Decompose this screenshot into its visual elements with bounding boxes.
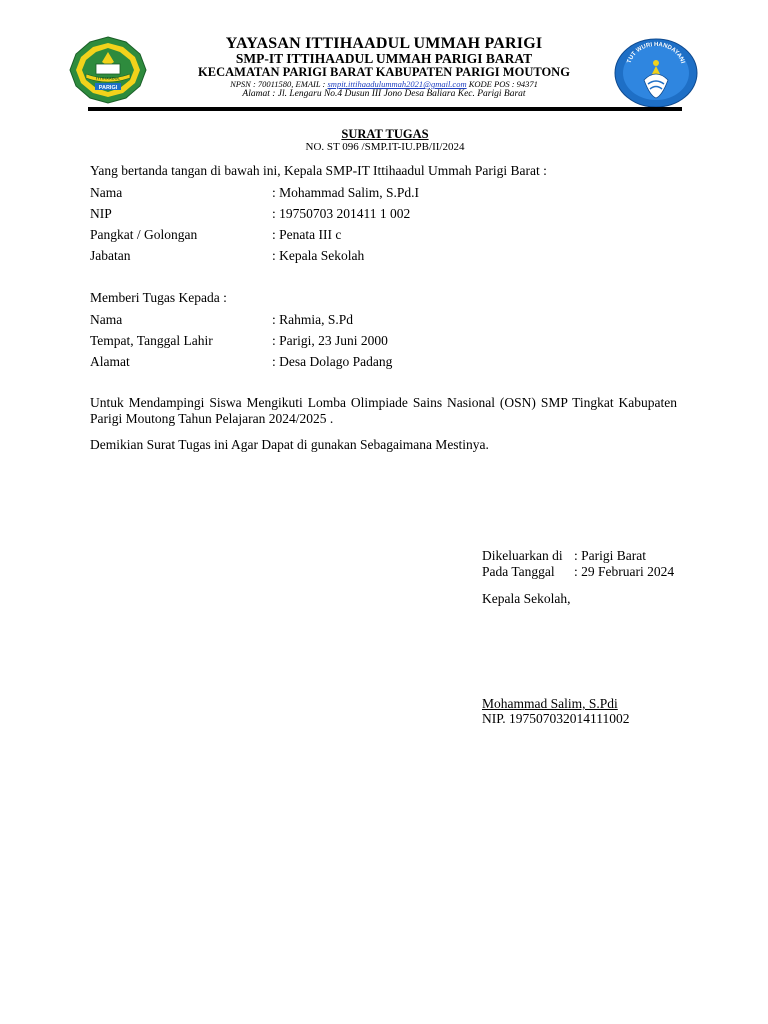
issued-place (482, 548, 646, 564)
field-label: Jabatan (90, 248, 131, 263)
address-line: Alamat : Jl. Lengaru No.4 Dusun III Jono Desa Baliara Kec. Parigi Barat (242, 89, 526, 99)
issued-value: : Parigi Barat (574, 548, 646, 563)
field-value: : Penata III c (272, 227, 342, 242)
district-name: KECAMATAN PARIGI BARAT KABUPATEN PARIGI MOUTONG (198, 65, 570, 79)
field-value: : Desa Dolago Padang (272, 354, 393, 369)
letter-heading: SURAT TUGAS (341, 127, 429, 141)
postal-code: KODE POS : 94371 (468, 79, 538, 89)
intro-text: Yang bertanda tangan di bawah ini, Kepala SMP-IT Ittihaadul Ummah Parigi Barat : (90, 163, 547, 178)
header-divider (88, 107, 682, 111)
right-logo-text: TUT WURI HANDAYANI (626, 41, 686, 65)
left-logo-text: PARIGI (98, 84, 118, 91)
field-value: : Rahmia, S.Pd (272, 312, 354, 327)
contact-prefix: NPSN : 70011580, EMAIL : (230, 79, 326, 89)
closing-paragraph: Demikian Surat Tugas ini Agar Dapat di gunakan Sebagaimana Mestinya. (90, 437, 489, 452)
field-value: : 19750703 201411 1 002 (272, 206, 411, 221)
purpose-paragraph: Untuk Mendampingi Siswa Mengikuti Lomba Olimpiade Sains Nasional (OSN) SMP Tingkat Kabupaten Parigi Moutong Tahun Pelajaran 2024/2025 . (90, 395, 677, 426)
date-value: : 29 Februari 2024 (574, 564, 675, 579)
field-value: : Kepala Sekolah (272, 248, 365, 263)
signer-nip: NIP. 197507032014111002 (482, 711, 630, 726)
foundation-name: YAYASAN ITTIHAADUL UMMAH PARIGI (225, 35, 543, 52)
letter-number: NO. ST 096 /SMP.IT-IU.PB/II/2024 (305, 141, 465, 153)
signer-position: Kepala Sekolah, (482, 591, 571, 606)
tut-wuri-handayani-logo-icon (614, 38, 698, 108)
field-label: Alamat (90, 354, 130, 369)
letter-title (88, 127, 682, 153)
letterhead (160, 36, 608, 100)
contact-line (160, 79, 608, 89)
left-logo-banner: ITTIHAADUL (96, 75, 120, 81)
school-name: SMP-IT ITTIHAADUL UMMAH PARIGI BARAT (235, 51, 533, 66)
field-label: Nama (90, 312, 123, 327)
issued-date (482, 564, 674, 580)
field-label: NIP (90, 206, 112, 221)
field-label: Tempat, Tanggal Lahir (90, 333, 213, 348)
date-label: Pada Tanggal (482, 564, 555, 579)
field-label: Pangkat / Golongan (90, 227, 198, 242)
issued-label: Dikeluarkan di (482, 548, 563, 563)
school-logo-icon (68, 36, 148, 104)
field-value: : Parigi, 23 Juni 2000 (272, 333, 388, 348)
email-link[interactable]: smpit.ittihaadulummah2021@gmail.com (327, 79, 467, 89)
signer-name: Mohammad Salim, S.Pdi (482, 696, 618, 711)
field-label: Nama (90, 185, 123, 200)
assign-heading: Memberi Tugas Kepada : (90, 290, 227, 305)
field-value: : Mohammad Salim, S.Pd.I (272, 185, 420, 200)
